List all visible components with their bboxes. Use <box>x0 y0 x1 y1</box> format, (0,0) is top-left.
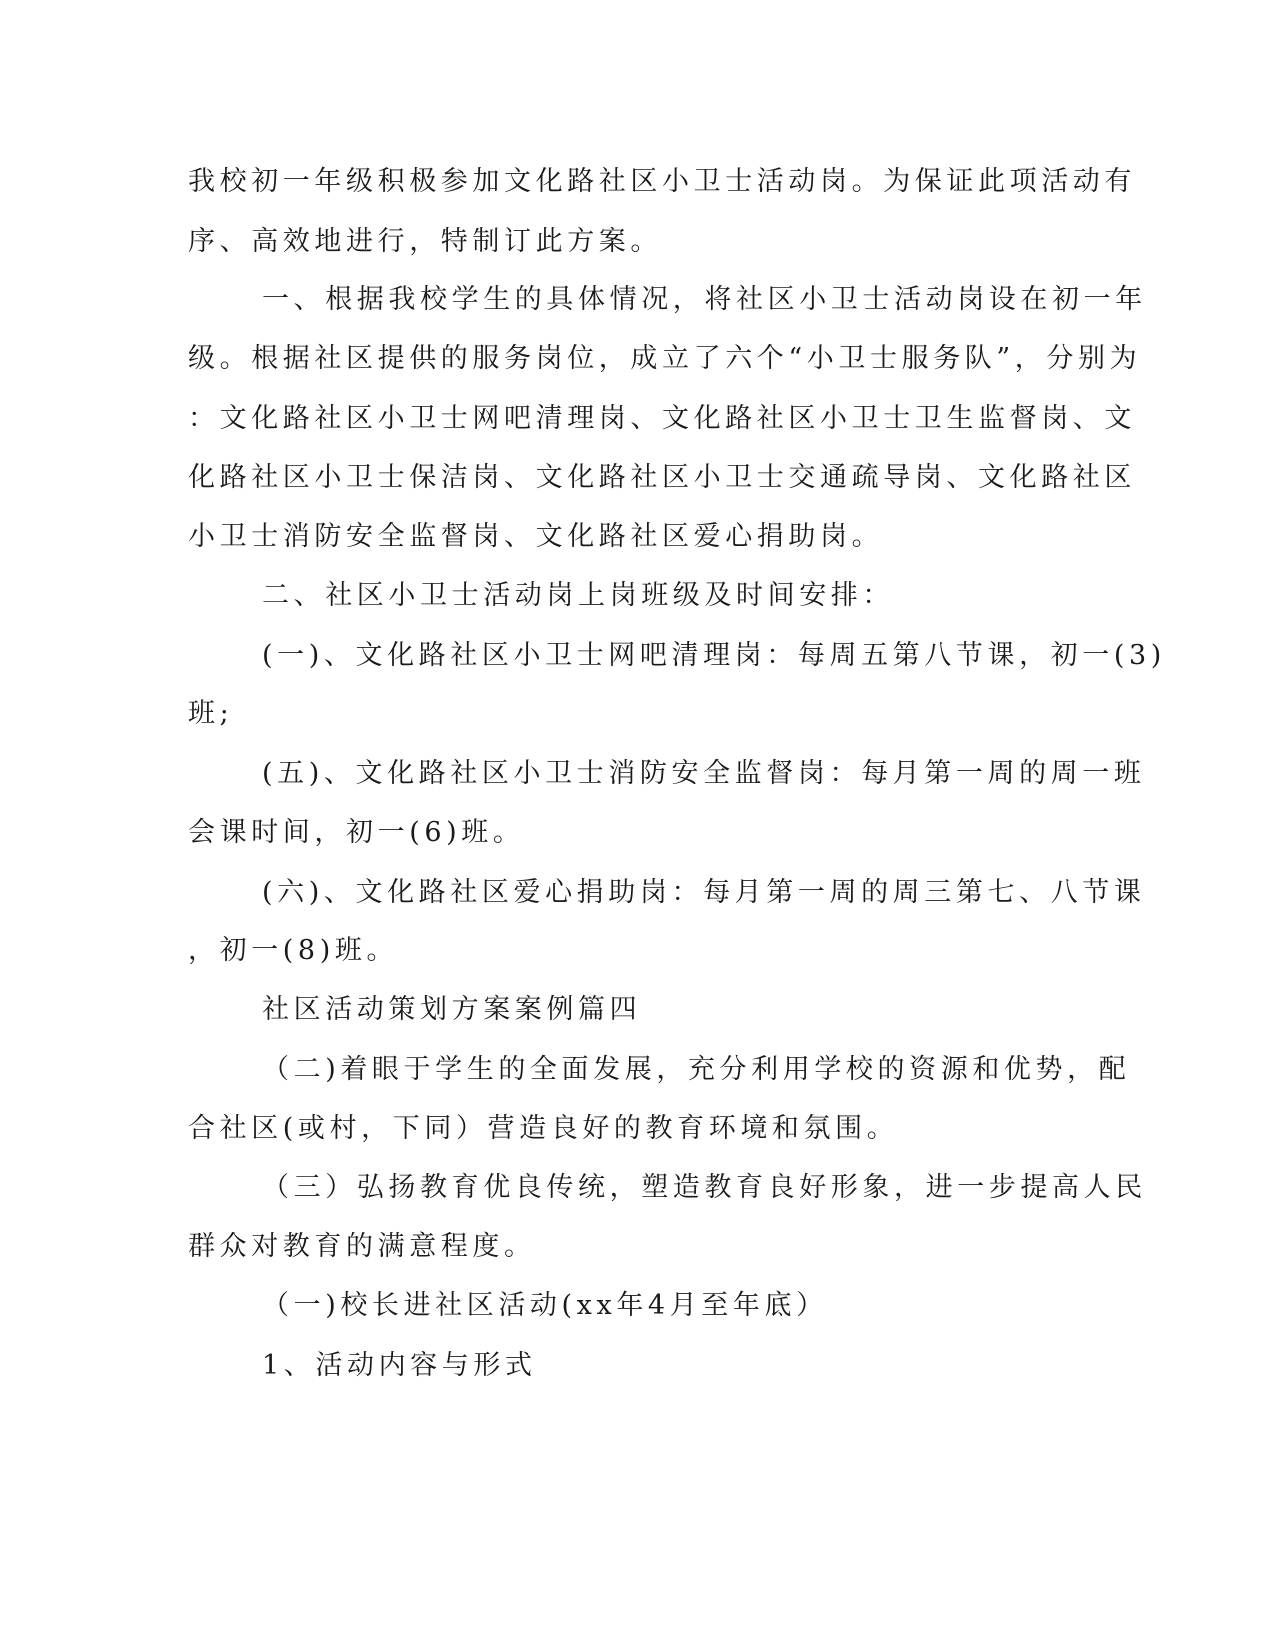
paragraph-line: 群众对教育的满意程度。 <box>188 1231 536 1262</box>
paragraph-line: 班; <box>188 698 234 729</box>
paragraph-line: （三）弘扬教育优良传统，塑造教育良好形象，进一步提高人民 <box>262 1172 1147 1203</box>
paragraph-line: 1、活动内容与形式 <box>262 1350 537 1381</box>
paragraph-line: 会课时间，初一(6)班。 <box>188 817 525 848</box>
paragraph-line: （一)校长进社区活动(xx年4月至年底） <box>262 1290 828 1321</box>
paragraph-line: 我校初一年级积极参加文化路社区小卫士活动岗。为保证此项活动有 <box>188 166 1136 197</box>
section-heading: 社区活动策划方案案例篇四 <box>262 994 642 1025</box>
paragraph-line: 序、高效地进行，特制订此方案。 <box>188 226 662 257</box>
paragraph-line: 级。根据社区提供的服务岗位，成立了六个“小卫士服务队”，分别为 <box>188 343 1142 374</box>
paragraph-line: 合社区(或村，下同）营造良好的教育环境和氛围。 <box>188 1113 899 1144</box>
paragraph-line: 一、根据我校学生的具体情况，将社区小卫士活动岗设在初一年 <box>262 284 1147 315</box>
paragraph-line: (一)、文化路社区小卫士网吧清理岗：每周五第八节课，初一(3) <box>262 640 1166 671</box>
paragraph-line: (五)、文化路社区小卫士消防安全监督岗：每月第一周的周一班 <box>262 758 1146 789</box>
paragraph-line: (六)、文化路社区爱心捐助岗：每月第一周的周三第七、八节课 <box>262 877 1146 908</box>
paragraph-line: 化路社区小卫士保洁岗、文化路社区小卫士交通疏导岗、文化路社区 <box>188 462 1136 493</box>
paragraph-line: 二、社区小卫士活动岗上岗班级及时间安排： <box>262 580 894 611</box>
paragraph-line: ：文化路社区小卫士网吧清理岗、文化路社区小卫士卫生监督岗、文 <box>188 403 1136 434</box>
paragraph-line: 小卫士消防安全监督岗、文化路社区爱心捐助岗。 <box>188 521 884 552</box>
paragraph-line: （二)着眼于学生的全面发展，充分利用学校的资源和优势，配 <box>262 1054 1131 1085</box>
paragraph-line: ，初一(8)班。 <box>188 935 399 966</box>
